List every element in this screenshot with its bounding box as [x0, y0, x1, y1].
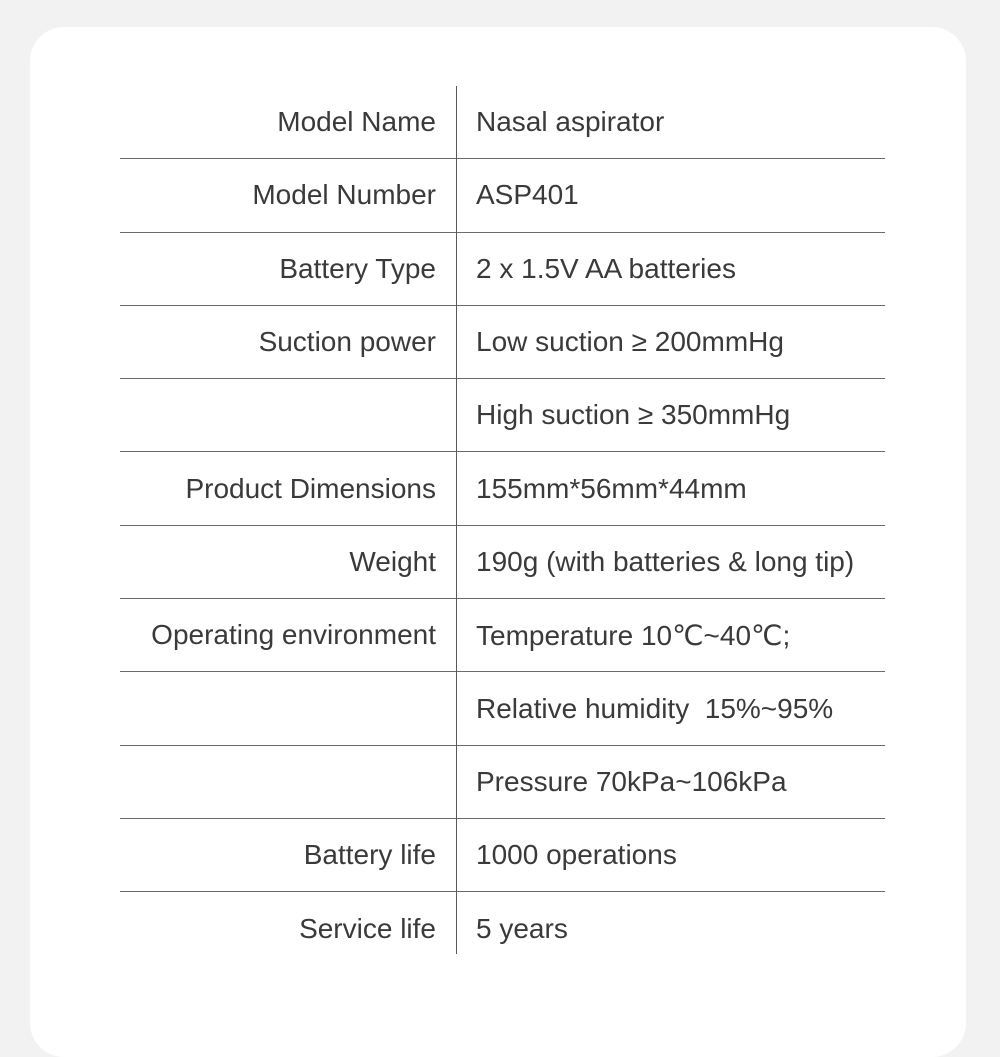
- spec-row-pressure: [120, 746, 885, 819]
- spec-row-weight: [120, 526, 885, 599]
- spec-label: Weight: [349, 545, 436, 577]
- spec-value: ASP401: [476, 179, 579, 211]
- spec-row-model-name: [120, 86, 885, 159]
- spec-row-model-number: [120, 159, 885, 232]
- spec-label: [120, 672, 436, 744]
- spec-label: Product Dimensions: [185, 472, 436, 504]
- spec-row-relative-humidity: [120, 672, 885, 745]
- spec-label: [120, 379, 436, 451]
- spec-row-product-dimensions: [120, 452, 885, 525]
- spec-row-operating-environment: [120, 599, 885, 672]
- spec-label: [120, 746, 436, 818]
- spec-label: Service life: [299, 912, 436, 944]
- spec-value: Temperature 10℃~40℃;: [476, 619, 791, 651]
- spec-value: Nasal aspirator: [476, 106, 665, 138]
- spec-value: 5 years: [476, 912, 568, 944]
- spec-table: [120, 86, 885, 966]
- spec-row-suction-power-high: [120, 379, 885, 452]
- spec-value: 155mm*56mm*44mm: [476, 472, 747, 504]
- column-divider: [456, 86, 457, 954]
- spec-row-service-life: [120, 892, 885, 965]
- spec-row-battery-type: [120, 233, 885, 306]
- spec-value: Pressure 70kPa~106kPa: [476, 765, 787, 797]
- spec-label: Model Name: [277, 106, 436, 138]
- spec-value: 2 x 1.5V AA batteries: [476, 252, 736, 284]
- spec-label: Model Number: [252, 179, 436, 211]
- spec-value: 1000 operations: [476, 839, 677, 871]
- spec-label: Battery life: [303, 839, 436, 871]
- spec-row-suction-power: [120, 306, 885, 379]
- spec-row-battery-life: [120, 819, 885, 892]
- spec-label: Suction power: [258, 326, 436, 358]
- spec-label: Operating environment: [151, 619, 436, 651]
- spec-value: Relative humidity 15%~95%: [476, 692, 834, 724]
- spec-value: 190g (with batteries & long tip): [476, 545, 855, 577]
- spec-label: Battery Type: [279, 252, 436, 284]
- spec-value: Low suction ≥ 200mmHg: [476, 326, 784, 358]
- spec-value: High suction ≥ 350mmHg: [476, 399, 791, 431]
